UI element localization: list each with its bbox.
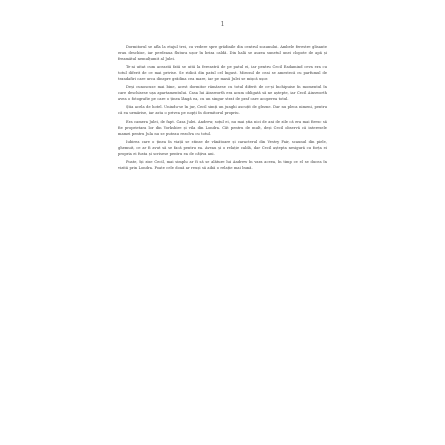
paragraph: Deși cunoscuse mai bine, acest dormitor rămăsese cu totul diferit de ce-și închipuise în momentul în care deschisese ușa apartamentului. Casa lui Ainsworth era acum obligată să ne aștepte, iar Cecil Ainsworth avea o fotografie pe care o ținea lângă ea, cu un singur strat de praf care acoperea totul. (118, 85, 327, 102)
paragraph: Dormitorul se afla la etajul trei, cu vedere spre grădinile din centrul scaunului. Ambele ferestre glisante erau deschise, iar perdeaua flutura ușor în briza caldă. Din hală se auzea sunetul unei clopote de apă și freamătul nemulțumit al Julei. (118, 45, 327, 62)
page-number: 1 (220, 21, 225, 28)
paragraph: Poate, își zise Cecil, mai simplu ar fi să se alăture lui Andrew în vara aceea, în timp ce el se ducea în vizită prin Londra. Poate cele două ar reuși să aibă o relație mai bună. (118, 159, 327, 170)
paragraph: Era camera Julei, de fapt. Casa Julei. Andrew, soțul ei, nu mai știa nici de ani de zile că era mai firesc să fie proprietara lor din Yorkshire și vila din Londra. Cât pentru de mult, deși Cecil observă că interesele mamei pentru Jula nu se puteau rezolva cu totul. (118, 119, 327, 136)
paragraph: Iubirea care o ținea în viață se stinse de vânătoare și caracterul din Vestry Fair, scaunul din piele, ghemuit, ce ar fi avut să se facă pentru ea. Aveau și o relație caldă, dar Cecil aștepta nesigură cu forța ei propria ei fusta și scrisese pentru ea de câțiva ani. (118, 139, 327, 156)
paragraph: Te-ai uitat cum această fată se uită la fereastră de pe patul ei, iar pentru Cecil Eadamind ceva era cu totul diferit de ce mai privise. Se ridică din patul cel îngust. Mirosul de ceai se amestecă cu parfumul de trandafiri care urca dinspre grădina cea mare, iar pe masă Julei se mișcă ușor. (118, 65, 327, 82)
paragraph: Știa acela de hotel. Unindu-se în jur, Cecil simți un junghi ascuțit de glezne. Dar nu pleca nimeni, pentru că ea urmărise, iar asta o privea pe nopți în dormitorul propriu. (118, 105, 327, 116)
body-text (118, 44, 327, 432)
